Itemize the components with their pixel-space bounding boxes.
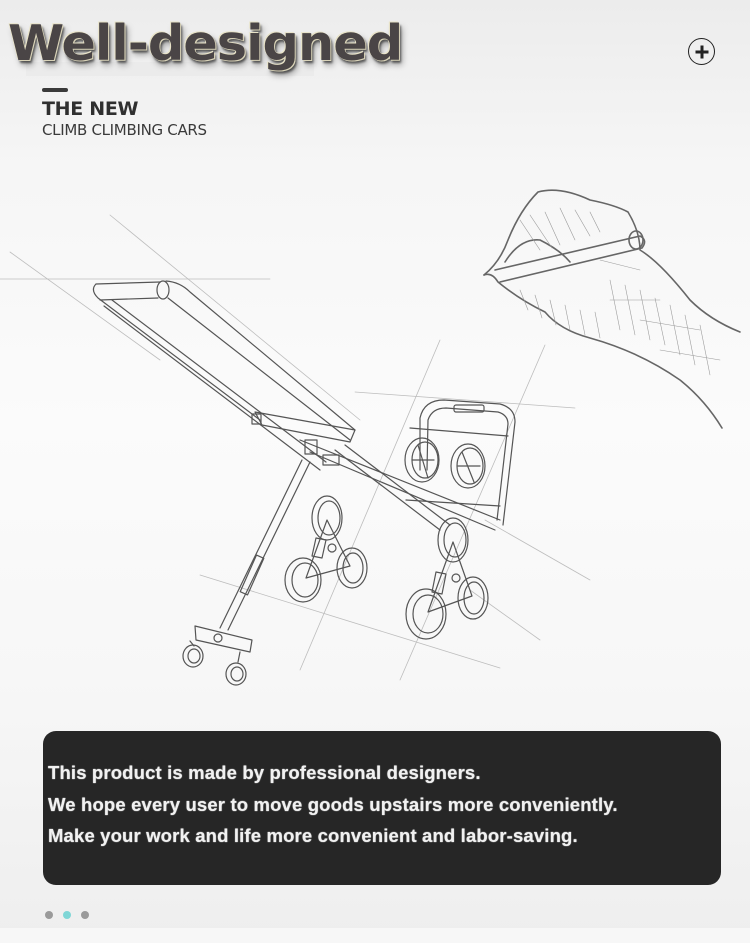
carousel-pager [45, 911, 89, 919]
pager-dot-3[interactable] [81, 911, 89, 919]
section-title: THE NEW [42, 98, 139, 120]
description-line: Make your work and life more convenient and labor-saving. [48, 825, 578, 846]
right-stair-wheels [406, 518, 488, 639]
pager-dot-1[interactable] [45, 911, 53, 919]
headline: Well-designed [8, 15, 403, 72]
hand-hatching [520, 208, 720, 375]
expand-plus-button[interactable] [688, 38, 715, 65]
trolley-back-wheels [405, 438, 485, 488]
bottom-strip [0, 928, 750, 943]
description-line: We hope every user to move goods upstairs more conveniently. [48, 793, 618, 815]
trolley-sketch-illustration [0, 150, 750, 710]
pager-dot-2-active[interactable] [63, 911, 71, 919]
description-box [43, 731, 721, 885]
accent-bar [42, 88, 68, 92]
section-subtitle: CLIMB CLIMBING CARS [42, 121, 207, 139]
description-line: This product is made by professional designers. [48, 762, 481, 783]
trolley-handle [93, 281, 355, 470]
left-stair-wheels [285, 496, 367, 602]
hand-pencil-sketch [484, 190, 740, 428]
front-leg-casters [183, 460, 310, 685]
